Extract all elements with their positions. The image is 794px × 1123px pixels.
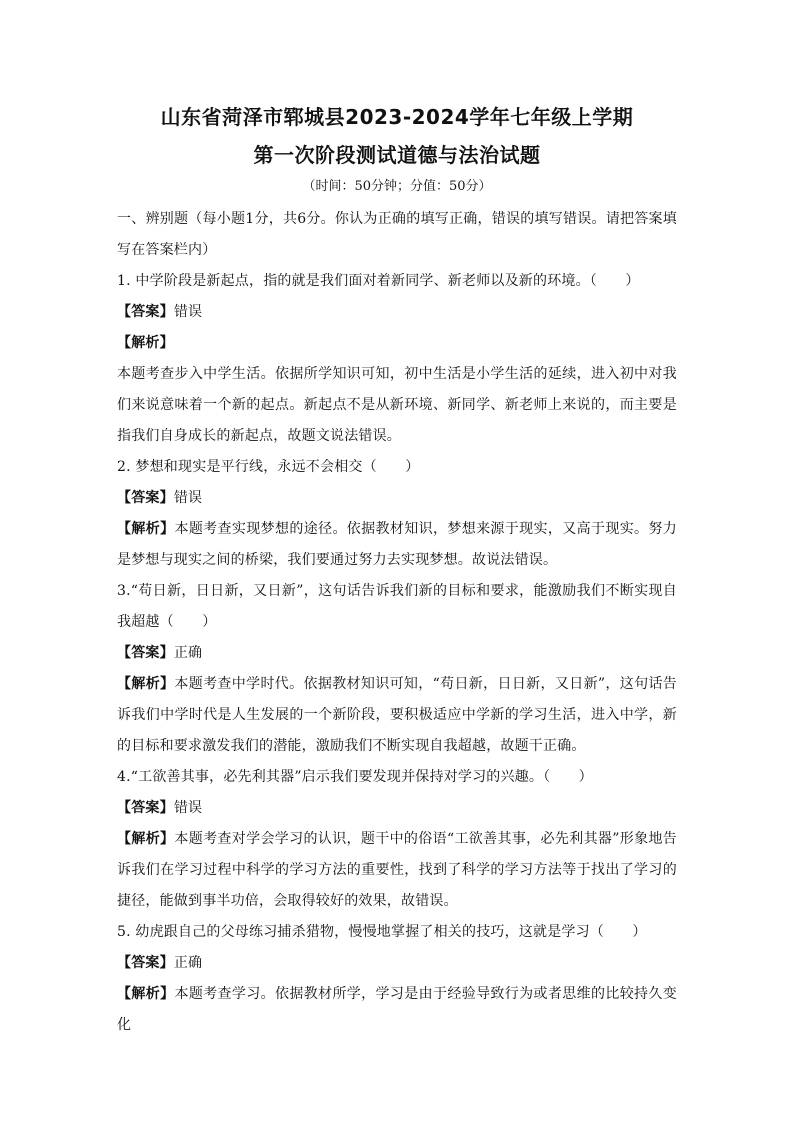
document-title-line1: 山东省菏泽市郓城县2023-2024学年七年级上学期 [160, 105, 634, 129]
answer-value: 错误 [173, 304, 203, 320]
question-1: 1. 中学阶段是新起点，指的就是我们面对着新同学、新老师以及新的环境。（ ） [117, 273, 640, 289]
answer-tag: 【答案】 [117, 955, 174, 971]
analysis-text: 本题考查实现梦想的途径。依据教材知识，梦想来源于现实，又高于现实。努力是梦想与现实之间的桥梁，我们要通过努力去实现梦想。故说法错误。 [117, 521, 677, 568]
answer-2 [117, 483, 677, 514]
analysis-3 [117, 669, 677, 762]
answer-tag: 【答案】 [117, 490, 174, 506]
section-header: 一、辨别题（每小题1分，共6分。你认为正确的填写正确，错误的填写错误。请把答案填写在答案栏内） [117, 211, 677, 258]
analysis-5 [117, 979, 677, 1041]
analysis-1: 本题考查步入中学生活。依据所学知识可知，初中生活是小学生活的延续，进入初中对我们来说意味着一个新的起点。新起点不是从新环境、新同学、新老师上来说的，而主要是指我们自身成长的新起点，故题文说法错误。 [117, 366, 677, 444]
answer-tag: 【答案】 [117, 645, 174, 661]
answer-tag: 【答案】 [117, 800, 174, 816]
analysis-4 [117, 824, 677, 917]
answer-5 [117, 948, 677, 979]
answer-value: 正确 [173, 645, 203, 661]
analysis-text: 本题考查对学会学习的认识，题干中的俗语“工欲善其事，必先利其器”形象地告诉我们在学习过程中科学的学习方法的重要性，找到了科学的学习方法等于找出了学习的捷径，能做到事半功倍，会取得较好的效果，故错误。 [117, 831, 677, 909]
analysis-text: 本题考查学习。依据教材所学，学习是由于经验导致行为或者思维的比较持久变化 [117, 986, 677, 1033]
question-4: 4.“工欲善其事，必先利其器”启示我们要发现并保持对学习的兴趣。（ ） [117, 769, 593, 785]
analysis-tag: 【解析】 [117, 676, 175, 692]
analysis-tag: 【解析】 [117, 986, 175, 1002]
document-page [117, 98, 677, 1041]
answer-3 [117, 638, 677, 669]
exam-meta: （时间：50分钟；分值：50分） [302, 179, 492, 194]
analysis-tag: 【解析】 [117, 831, 175, 847]
question-2: 2. 梦想和现实是平行线，永远不会相交（ ） [117, 459, 420, 475]
analysis-2 [117, 514, 677, 576]
analysis-text: 本题考查中学时代。依据教材知识可知，“苟日新，日日新，又日新”，这句话告诉我们中学时代是人生发展的一个新阶段，要积极适应中学新的学习生活，进入中学，新的目标和要求激发我们的潜能，激励我们不断实现自我超越，故题干正确。 [117, 676, 677, 754]
answer-4 [117, 793, 677, 824]
question-5: 5. 幼虎跟自己的父母练习捕杀猎物，慢慢地掌握了相关的技巧，这就是学习（ ） [117, 924, 647, 940]
answer-value: 正确 [173, 955, 203, 971]
answer-tag: 【答案】 [117, 304, 174, 320]
analysis-tag: 【解析】 [117, 335, 174, 351]
document-title-line2: 第一次阶段测试道德与法治试题 [253, 143, 541, 167]
question-3: 3.“苟日新，日日新，又日新”，这句话告诉我们新的目标和要求，能激励我们不断实现自我超越（ ） [117, 583, 677, 630]
answer-value: 错误 [173, 490, 203, 506]
analysis-tag: 【解析】 [117, 521, 175, 537]
answer-value: 错误 [173, 800, 203, 816]
answer-1 [117, 297, 677, 328]
